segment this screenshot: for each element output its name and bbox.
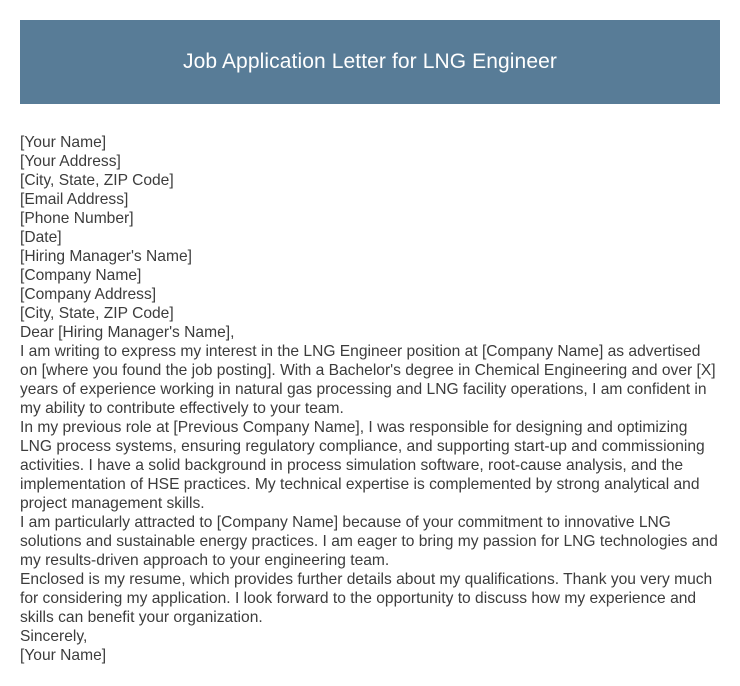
letter-body (20, 133, 720, 665)
paragraph-motivation: I am particularly attracted to [Company Name] because of your commitment to innovative LNG solutions and sustainable energy practices. I am eager to bring my passion for LNG technologies and my results-driven approach to your engineering team. (20, 514, 718, 569)
recipient-company-address: [Company Address] (20, 286, 157, 303)
header-banner (20, 20, 720, 104)
closing: Sincerely, (20, 628, 88, 645)
sender-phone: [Phone Number] (20, 210, 134, 227)
recipient-name: [Hiring Manager's Name] (20, 248, 192, 265)
sender-name: [Your Name] (20, 134, 107, 151)
sender-email: [Email Address] (20, 191, 129, 208)
page-title: Job Application Letter for LNG Engineer (183, 50, 557, 73)
sender-address: [Your Address] (20, 153, 121, 170)
paragraph-closing: Enclosed is my resume, which provides further details about my qualifications. Thank you very much for considering my application. I look forward to the opportunity to discuss how my experience and skills can benefit your organization. (20, 571, 713, 626)
letter-date: [Date] (20, 229, 62, 246)
recipient-company: [Company Name] (20, 267, 142, 284)
salutation: Dear [Hiring Manager's Name], (20, 324, 235, 341)
paragraph-experience: In my previous role at [Previous Company Name], I was responsible for designing and optimizing LNG process systems, ensuring regulatory compliance, and supporting start-up and commissioning activities. I have a solid background in process simulation software, root-cause analysis, and the implementation of HSE practices. My technical expertise is complemented by strong analytical and project management skills. (20, 419, 705, 512)
signature: [Your Name] (20, 647, 107, 664)
paragraph-intro: I am writing to express my interest in the LNG Engineer position at [Company Name] as advertised on [where you found the job posting]. With a Bachelor's degree in Chemical Engineering and over [X] years of experience working in natural gas processing and LNG facility operations, I am confident in my ability to contribute effectively to your team. (20, 343, 716, 417)
sender-city-state-zip: [City, State, ZIP Code] (20, 172, 174, 189)
recipient-city-state-zip: [City, State, ZIP Code] (20, 305, 174, 322)
